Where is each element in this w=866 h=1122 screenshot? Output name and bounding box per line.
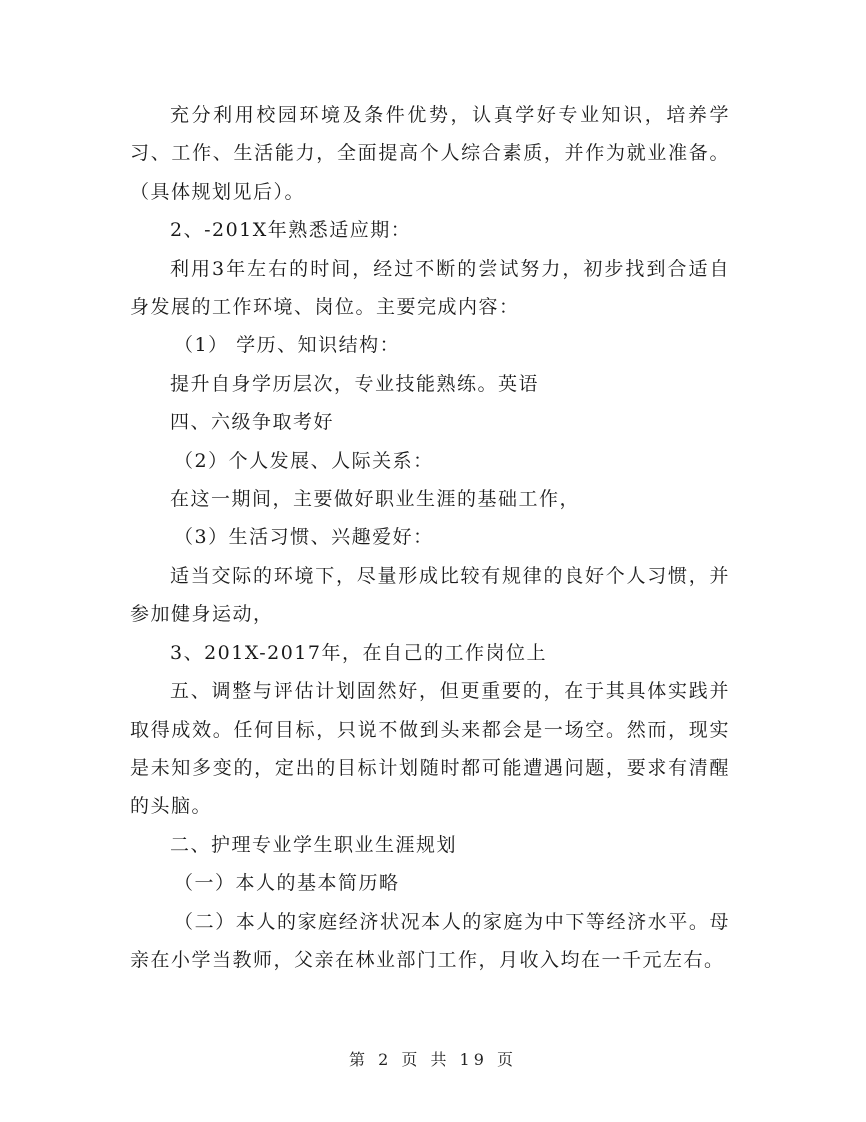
paragraph: （二）本人的家庭经济状况本人的家庭为中下等经济水平。母亲在小学当教师，父亲在林业部门工作，月收入均在一千元左右。 [130, 910, 730, 971]
paragraph: 3、201X-2017年，在自己的工作岗位上 [170, 641, 547, 664]
paragraph: （1） 学历、知识结构： [174, 334, 401, 357]
paragraph: （2）个人发展、人际关系： [174, 449, 434, 472]
page-footer [0, 1047, 866, 1070]
paragraph: 2、-201X年熟悉适应期： [170, 219, 412, 242]
paragraph: 五、调整与评估计划固然好，但更重要的，在于其具体实践并取得成效。任何目标，只说不做到头来都会是一场空。然而，现实是未知多变的，定出的目标计划随时都可能遭遇问题，要求有清醒的头脑。 [130, 680, 730, 818]
paragraph: 充分利用校园环境及条件优势，认真学好专业知识，培养学习、工作、生活能力，全面提高个人综合素质，并作为就业准备。（具体规划见后）。 [130, 104, 730, 203]
paragraph: 在这一期间，主要做好职业生涯的基础工作， [170, 488, 581, 511]
paragraph: 适当交际的环境下，尽量形成比较有规律的良好个人习惯，并参加健身运动， [130, 564, 730, 626]
paragraph: 四、六级争取考好 [170, 411, 335, 434]
paragraph: 提升自身学历层次，专业技能熟练。英语 [170, 372, 540, 395]
subsection-heading: （一）本人的基本简历略 [174, 872, 400, 895]
section-heading: 二、护理专业学生职业生涯规划 [170, 833, 458, 856]
document-body [130, 96, 730, 979]
paragraph: （3）生活习惯、兴趣爱好： [174, 526, 434, 549]
page-number-label: 第 2 页 共 19 页 [349, 1050, 517, 1069]
paragraph: 利用3年左右的时间，经过不断的尝试努力，初步找到合适自身发展的工作环境、岗位。主要完成内容： [130, 257, 730, 319]
